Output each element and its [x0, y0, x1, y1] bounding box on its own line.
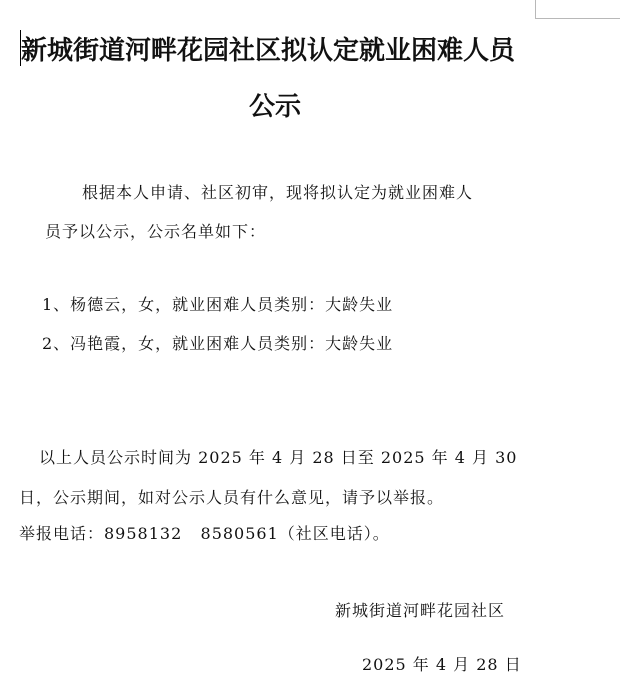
page-corner-marker [535, 0, 536, 18]
page-corner-marker-horizontal [535, 18, 620, 19]
intro-paragraph-line-1: 根据本人申请、社区初审，现将拟认定为就业困难人 [82, 183, 474, 202]
document-title-line-1: 新城街道河畔花园社区拟认定就业困难人员 [21, 36, 516, 66]
document-title-line-2: 公示 [249, 92, 302, 122]
notice-paragraph-line-2: 日，公示期间，如对公示人员有什么意见，请予以举报。 [19, 488, 445, 507]
report-phone-line: 举报电话：8958132 8580561（社区电话）。 [19, 524, 390, 543]
notice-paragraph-line-1: 以上人员公示时间为 2025 年 4 月 28 日至 2025 年 4 月 30 [39, 448, 518, 467]
signature-organization: 新城街道河畔花园社区 [335, 601, 506, 620]
intro-paragraph-line-2: 员予以公示，公示名单如下： [45, 222, 267, 241]
list-item: 1、杨德云，女，就业困难人员类别：大龄失业 [42, 295, 394, 314]
list-item: 2、冯艳霞，女，就业困难人员类别：大龄失业 [42, 334, 394, 353]
signature-date: 2025 年 4 月 28 日 [362, 655, 522, 674]
